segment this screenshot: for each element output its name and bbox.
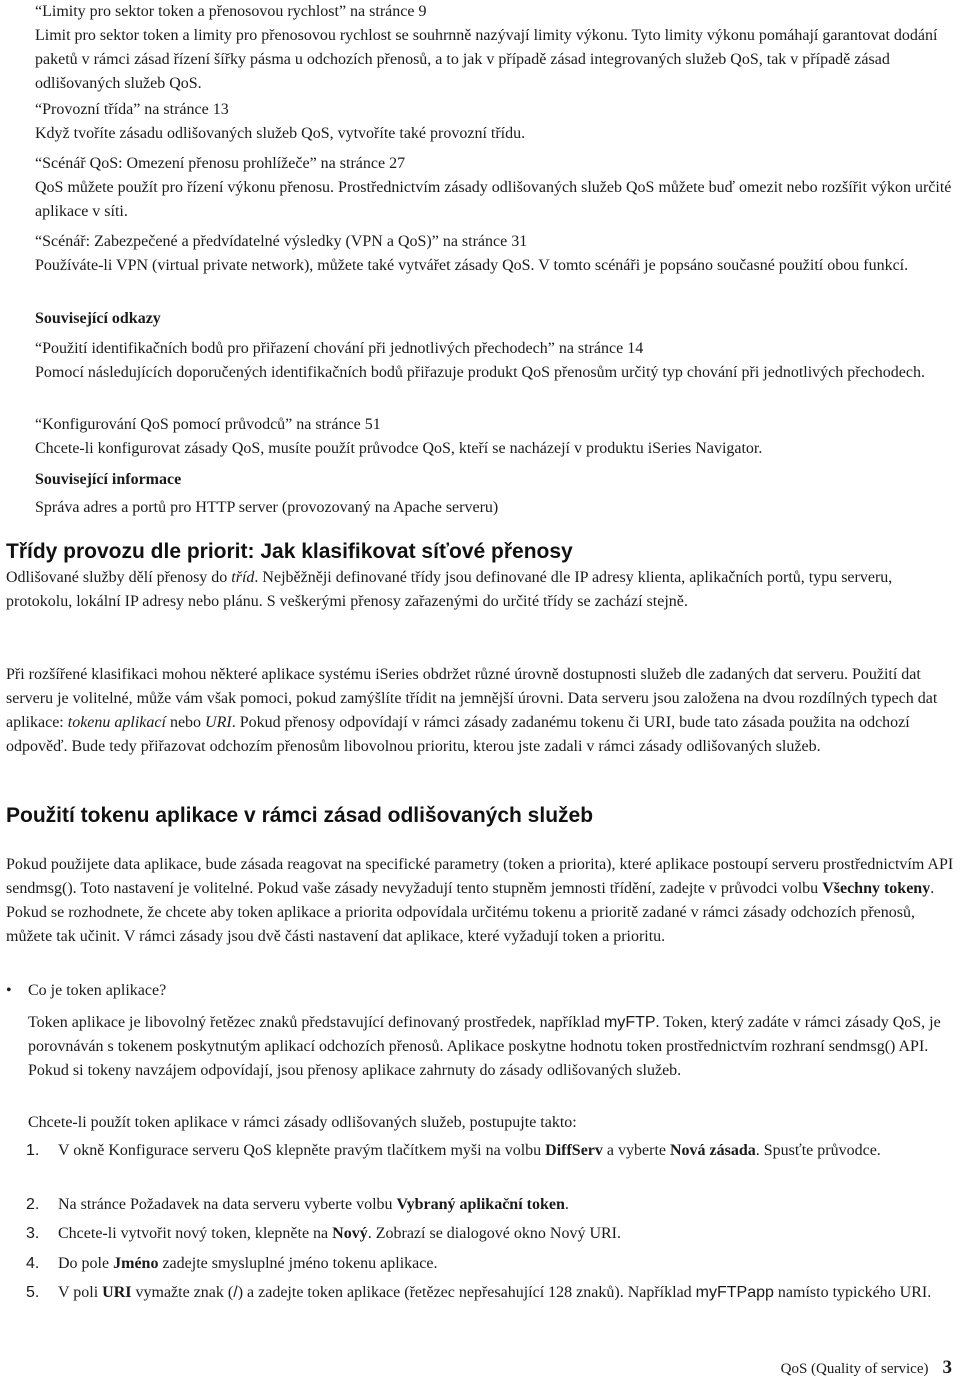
link-description: Když tvoříte zásadu odlišovaných služeb QoS, vytvoříte také provozní třídu. (35, 125, 526, 142)
text-run: . Nejběžněji definované třídy jsou definované dle IP adresy klienta, aplikačních portů, typu serveru, protokolu, lokální IP adresy nebo plánu. S veškerými přenosy zařazenými do určité třídy se zachází stejně. (6, 569, 893, 610)
text-run: . Spusťte průvodce. (755, 1142, 881, 1159)
related-info-link[interactable]: Správa adres a portů pro HTTP server (provozovaný na Apache serveru) (35, 499, 499, 516)
ui-term: Nový (332, 1225, 368, 1242)
text-run: ) a zadejte token aplikace (řetězec nepřesahující 128 znaků). Například (237, 1284, 696, 1301)
step-number: 5. (26, 1284, 40, 1301)
related-info-heading: Související informace (35, 471, 182, 488)
paragraph (6, 566, 956, 614)
code-token: / (233, 1284, 238, 1301)
paragraph (28, 1011, 956, 1083)
text-run: . Zobrazí se dialogové okno Nový URI. (367, 1225, 621, 1242)
link-title[interactable]: “Provozní třída” na stránce 13 (35, 101, 229, 118)
text-run: . Pokud přenosy odpovídají v rámci zásady zadanému tokenu či URI, bude tato zásada použita na odchozí odpověď. Bude tedy přiřazovat odchozím přenosům libovolnou prioritu, kterou jste zadali v rámci zásady odlišovaných služeb. (6, 714, 910, 755)
bullet-title: Co je token aplikace? (28, 982, 167, 999)
text-run: nebo (165, 714, 206, 731)
text-run: zadejte smysluplné jméno tokenu aplikace. (158, 1255, 438, 1272)
text-run: namísto typického URI. (773, 1284, 932, 1301)
step-number: 2. (26, 1196, 40, 1213)
link-title[interactable]: “Scénář: Zabezpečené a předvídatelné výsledky (VPN a QoS)” na stránce 31 (35, 233, 528, 250)
text-run: a vyberte (602, 1142, 670, 1159)
step-item (58, 1139, 950, 1163)
text-run: Do pole (58, 1255, 114, 1272)
code-token: myFTPapp (695, 1284, 774, 1301)
page-number: 3 (942, 1357, 952, 1378)
link-description: Chcete-li konfigurovat zásady QoS, musíte použít průvodce QoS, kteří se nacházejí v produktu iSeries Navigator. (35, 440, 763, 457)
text-run: . (564, 1196, 569, 1213)
link-description: Používáte-li VPN (virtual private network), můžete také vytvářet zásady QoS. V tomto scénáři je popsáno současné použití obou funkcí. (35, 257, 909, 274)
emphasis: URI (205, 714, 232, 731)
link-title[interactable]: “Limity pro sektor token a přenosovou rychlost” na stránce 9 (35, 3, 427, 20)
text-run: Při rozšířené klasifikaci mohou některé aplikace systému iSeries obdržet různé úrovně dostupnosti služeb dle zadaných dat serveru. Použití dat serveru je volitelné, může vám však pomoci, pokud zamýšlíte třídit na jemnější úrovni. Data serveru jsou založena na dvou rozdílných typech dat aplikace: (6, 666, 938, 731)
link-title[interactable]: “Konfigurování QoS pomocí průvodců” na stránce 51 (35, 416, 381, 433)
step-item (58, 1281, 950, 1305)
text-run: . Pokud se rozhodnete, že chcete aby token aplikace a priorita odpovídala určitému tokenu a prioritě zadané v rámci zásady odchozích přenosů, můžete tak učinit. V rámci zásady jsou dvě části nastavení dat aplikace, které vyžadují token a prioritu. (6, 880, 935, 945)
section-heading-application-token: Použití tokenu aplikace v rámci zásad odlišovaných služeb (6, 804, 594, 827)
ui-term: URI (102, 1284, 132, 1301)
link-entry (35, 230, 952, 278)
link-title[interactable]: “Scénář QoS: Omezení přenosu prohlížeče” na stránce 27 (35, 155, 406, 172)
footer-title: QoS (Quality of service) (780, 1361, 929, 1377)
ui-term: Vybraný aplikační token (396, 1196, 565, 1213)
page-footer (781, 1357, 952, 1380)
related-link-entry (35, 337, 952, 385)
text-run: Na stránce Požadavek na data serveru vyberte volbu (58, 1196, 397, 1213)
link-description: Pomocí následujících doporučených identifikačních bodů přiřazuje produkt QoS přenosům určitý typ chování při jednotlivých přechodech. (35, 364, 925, 381)
related-link-entry (35, 413, 952, 461)
ui-term: Všechny tokeny (822, 880, 931, 897)
paragraph: Chcete-li použít token aplikace v rámci zásady odlišovaných služeb, postupujte takto: (28, 1114, 577, 1131)
link-entry (35, 152, 952, 224)
step-number: 4. (26, 1255, 40, 1272)
text-run: Chcete-li vytvořit nový token, klepněte na (58, 1225, 333, 1242)
text-run: . Token, který zadáte v rámci zásady QoS, je porovnáván s tokenem poskytnutým aplikací odchozích přenosů. Aplikace poskytne hodnotu token prostřednictvím rozhraní sendmsg() API. Pokud si tokeny navzájem odpovídají, jsou přenosy aplikace zahrnuty do zásady odlišovaných služeb. (28, 1014, 941, 1079)
link-description: QoS můžete použít pro řízení výkonu přenosu. Prostřednictvím zásady odlišovaných služeb QoS můžete buď omezit nebo rozšířit výkon určité aplikace v síti. (35, 179, 952, 220)
paragraph (6, 853, 956, 949)
step-number: 1. (26, 1142, 40, 1159)
text-run: vymažte znak ( (131, 1284, 234, 1301)
step-number: 3. (26, 1225, 40, 1242)
ui-term: Nová zásada (669, 1142, 756, 1159)
code-token: myFTP (604, 1014, 656, 1031)
step-item (58, 1252, 950, 1276)
text-run: Pokud použijete data aplikace, bude zásada reagovat na specifické parametry (token a priorita), které aplikace postoupí serveru prostřednictvím API sendmsg(). Toto nastavení je volitelné. Pokud vaše zásady nevyžadují tento stupněm jemnosti třídění, zadejte v průvodci volbu (6, 856, 954, 897)
link-title[interactable]: “Použití identifikačních bodů pro přiřazení chování při jednotlivých přechodech” na stránce 14 (35, 340, 644, 357)
step-item (58, 1193, 950, 1217)
link-description: Limit pro sektor token a limity pro přenosovou rychlost se souhrnně nazývají limity výkonu. Tyto limity výkonu pomáhají garantovat dodání paketů v rámci zásad řízení šířky pásma u odchozích přenosů, a to jak v případě zásad integrovaných služeb QoS, tak v případě zásad odlišovaných služeb QoS. (35, 27, 938, 92)
emphasis: tříd (231, 569, 255, 586)
bullet-icon: • (6, 982, 12, 999)
link-entry (35, 0, 952, 96)
link-entry (35, 98, 952, 146)
related-links-heading: Související odkazy (35, 310, 161, 327)
text-run: Odlišované služby dělí přenosy do (6, 569, 232, 586)
text-run: V poli (58, 1284, 103, 1301)
text-run: Token aplikace je libovolný řetězec znaků představující definovaný prostředek, například (28, 1014, 604, 1031)
text-run: V okně Konfigurace serveru QoS klepněte pravým tlačítkem myši na volbu (58, 1142, 546, 1159)
section-heading-traffic-classes: Třídy provozu dle priorit: Jak klasifikovat síťové přenosy (6, 540, 573, 563)
paragraph (6, 663, 956, 759)
step-item (58, 1222, 950, 1246)
ui-term: DiffServ (545, 1142, 603, 1159)
ui-term: Jméno (113, 1255, 159, 1272)
emphasis: tokenu aplikací (67, 714, 166, 731)
